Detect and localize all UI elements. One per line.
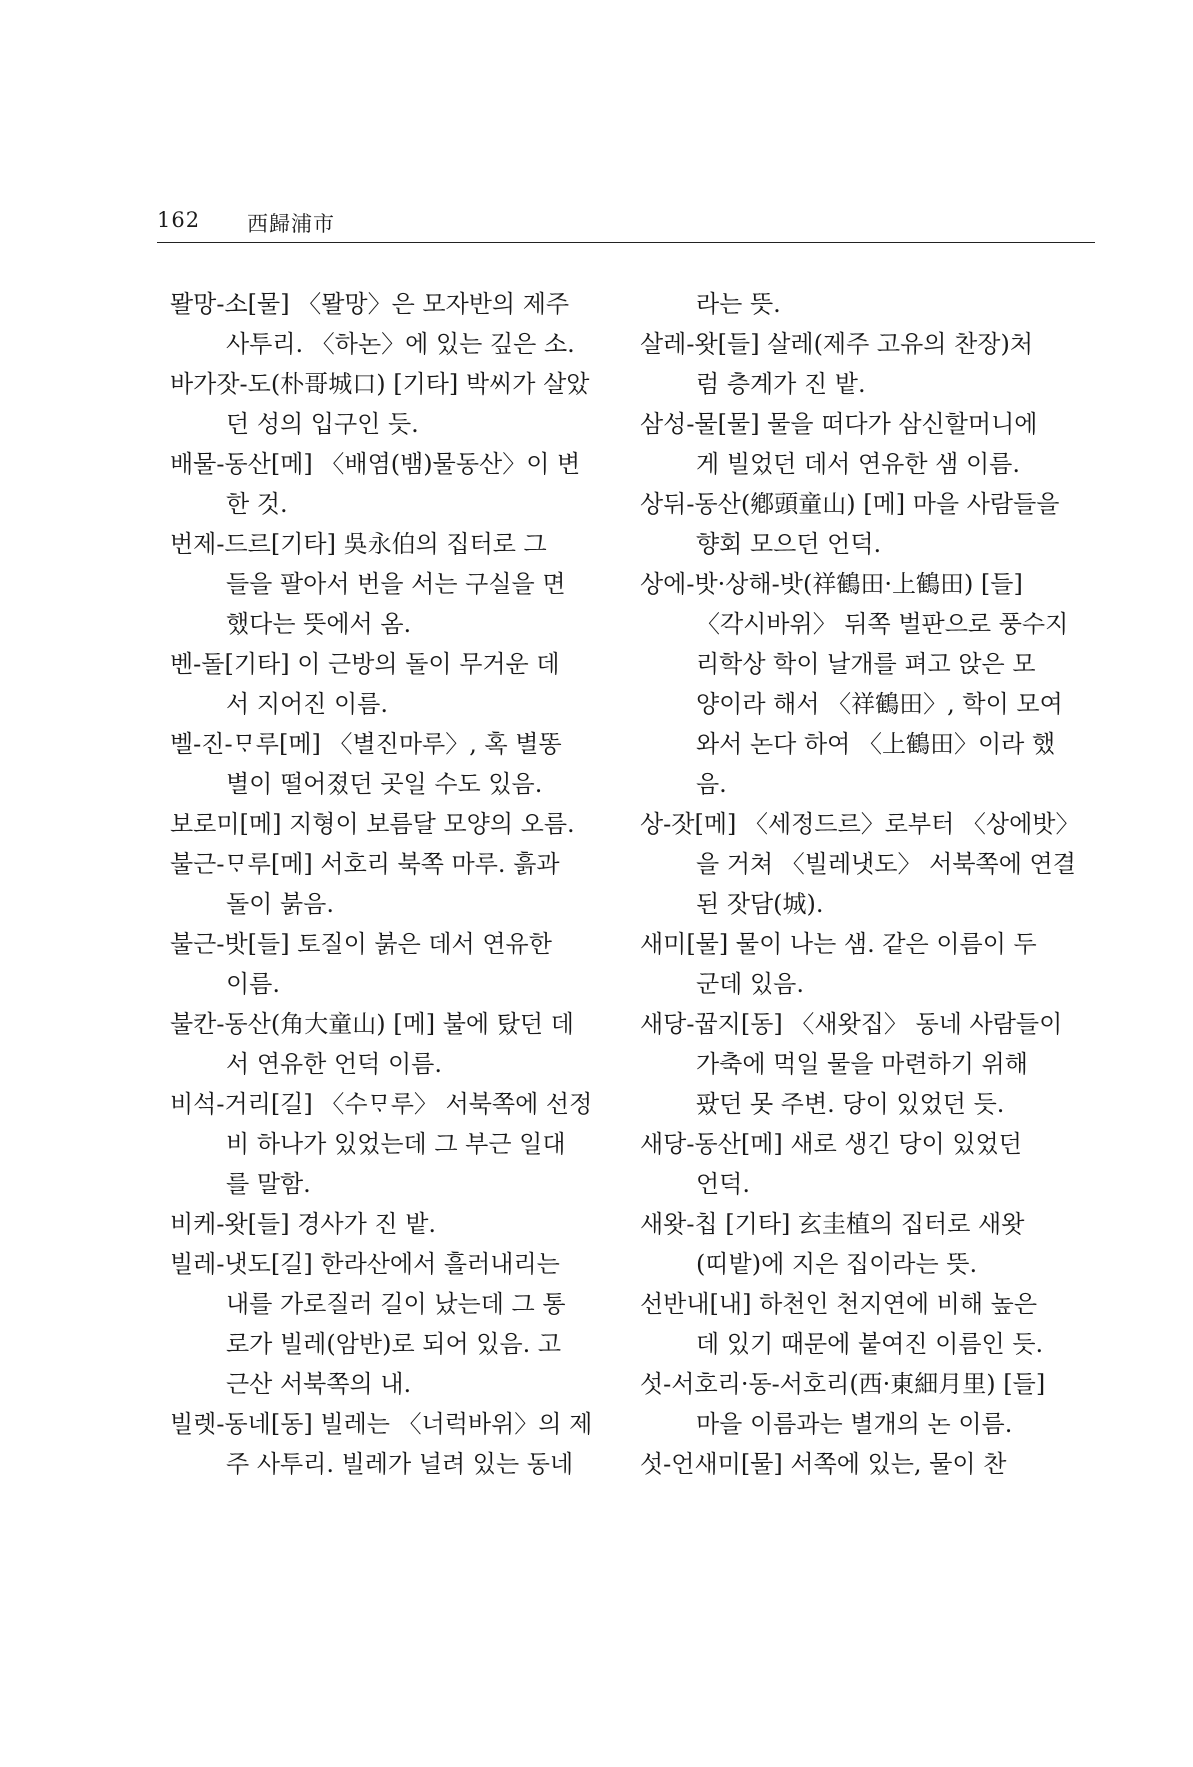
entry-headword-line: 빌레-냇도[길] 한라산에서 흘러내리는	[170, 1250, 560, 1278]
page-header	[157, 206, 1095, 242]
entry-continuation-line: 양이라 해서 〈祥鶴田〉, 학이 모여	[696, 690, 1063, 718]
entry-continuation-line: 된 잣담(城).	[696, 890, 824, 918]
entry-continuation-line: 게 빌었던 데서 연유한 샘 이름.	[696, 450, 1020, 478]
entry-headword-line: 상에-밧·상해-밧(祥鶴田·上鶴田) [들]	[640, 570, 1023, 598]
entry-continuation-line: 이름.	[226, 970, 280, 998]
entry-continuation-line: 을 거쳐 〈빌레냇도〉 서북쪽에 연결	[696, 850, 1076, 878]
entry-headword-line: 상뒤-동산(鄕頭童山) [메] 마을 사람들을	[640, 490, 1060, 518]
right-column	[640, 284, 1095, 1484]
entry-continuation-line: 가축에 먹일 물을 마련하기 위해	[696, 1050, 1028, 1078]
entry-continuation-line: 들을 팔아서 번을 서는 구실을 면	[226, 570, 566, 598]
entry-continuation-line: 별이 떨어졌던 곳일 수도 있음.	[226, 770, 543, 798]
entry-headword-line: 새당-꿉지[동] 〈새왓집〉 동네 사람들이	[640, 1010, 1063, 1038]
entry-continuation-line: 리학상 학이 날개를 펴고 앉은 모	[696, 650, 1036, 678]
entry-continuation-line: 돌이 붉음.	[226, 890, 334, 918]
entry-continuation-line: 내를 가로질러 길이 났는데 그 통	[226, 1290, 566, 1318]
entry-continuation-line: 군데 있음.	[696, 970, 804, 998]
entry-continuation-line: 향회 모으던 언덕.	[696, 530, 882, 558]
entry-headword-line: 불근-ᄆᆞ루[메] 서호리 북쪽 마루. 흙과	[170, 850, 560, 878]
page-number: 162	[157, 208, 201, 232]
entry-continuation-line: 주 사투리. 빌레가 널려 있는 동네	[226, 1450, 574, 1478]
entry-continuation-line: 럼 층계가 진 밭.	[696, 370, 866, 398]
entry-headword-line: 새왓-칩 [기타] 玄圭植의 집터로 새왓	[640, 1210, 1025, 1238]
left-column	[170, 284, 625, 1484]
entry-continuation-line: 서 연유한 언덕 이름.	[226, 1050, 442, 1078]
entry-continuation-line: 근산 서북쪽의 내.	[226, 1370, 412, 1398]
running-title: 西歸浦市	[247, 212, 335, 236]
entry-headword-line: 선반내[내] 하천인 천지연에 비해 높은	[640, 1290, 1038, 1318]
entry-continuation-line: 비 하나가 있었는데 그 부근 일대	[226, 1130, 566, 1158]
entry-continuation-line: 했다는 뜻에서 옴.	[226, 610, 412, 638]
entry-headword-line: 벤-돌[기타] 이 근방의 돌이 무거운 데	[170, 650, 560, 678]
entry-continuation-line: 언덕.	[696, 1170, 750, 1198]
entry-continuation-line: 팠던 못 주변. 당이 있었던 듯.	[696, 1090, 1005, 1118]
entry-headword-line: 뫌망-소[물] 〈뫌망〉은 모자반의 제주	[170, 290, 570, 318]
entry-headword-line: 상-잣[메] 〈세정드르〉로부터 〈상에밧〉	[640, 810, 1080, 838]
entry-headword-line: 비석-거리[길] 〈수ᄆᆞ루〉 서북쪽에 선정	[170, 1090, 593, 1118]
entry-headword-line: 새미[물] 물이 나는 샘. 같은 이름이 두	[640, 930, 1037, 958]
entry-continuation-line: 로가 빌레(암반)로 되어 있음. 고	[226, 1330, 562, 1358]
entry-headword-line: 배물-동산[메] 〈배염(뱀)물동산〉이 변	[170, 450, 581, 478]
entry-headword-line: 번제-드르[기타] 吳永伯의 집터로 그	[170, 530, 547, 558]
entry-headword-line: 바가잣-도(朴哥城口) [기타] 박씨가 살았	[170, 370, 590, 398]
entry-headword-line: 보로미[메] 지형이 보름달 모양의 오름.	[170, 810, 575, 838]
entry-headword-line: 불칸-동산(角大童山) [메] 불에 탔던 데	[170, 1010, 574, 1038]
entry-continuation-line: 마을 이름과는 별개의 논 이름.	[696, 1410, 1013, 1438]
entry-continuation-line: 한 것.	[226, 490, 288, 518]
entry-continuation-line: 와서 논다 하여 〈上鶴田〉이라 했	[696, 730, 1056, 758]
entry-headword-line: 살레-왓[들] 살레(제주 고유의 찬장)처	[640, 330, 1034, 358]
entry-headword-line: 삼성-물[물] 물을 떠다가 삼신할머니에	[640, 410, 1038, 438]
entry-headword-line: 불근-밧[들] 토질이 붉은 데서 연유한	[170, 930, 552, 958]
entry-continuation-line: 라는 뜻.	[696, 290, 781, 318]
entry-continuation-line: 를 말함.	[226, 1170, 311, 1198]
entry-continuation-line: 사투리. 〈하논〉에 있는 깊은 소.	[226, 330, 575, 358]
entry-continuation-line: 〈각시바위〉 뒤쪽 벌판으로 풍수지	[696, 610, 1069, 638]
entry-headword-line: 새당-동산[메] 새로 생긴 당이 있었던	[640, 1130, 1022, 1158]
entry-headword-line: 섯-언새미[물] 서쪽에 있는, 물이 찬	[640, 1450, 1007, 1478]
entry-headword-line: 벨-진-ᄆᆞ루[메] 〈별진마루〉, 혹 별똥	[170, 730, 562, 758]
entry-continuation-line: 서 지어진 이름.	[226, 690, 388, 718]
header-rule	[157, 242, 1095, 243]
entry-continuation-line: 던 성의 입구인 듯.	[226, 410, 419, 438]
entry-continuation-line: (띠밭)에 지은 집이라는 뜻.	[696, 1250, 978, 1278]
entry-headword-line: 빌렛-동네[동] 빌레는 〈너럭바위〉의 제	[170, 1410, 593, 1438]
entry-headword-line: 비케-왓[들] 경사가 진 밭.	[170, 1210, 437, 1238]
entry-continuation-line: 음.	[696, 770, 727, 798]
entry-headword-line: 섯-서호리·동-서호리(西·東細月里) [들]	[640, 1370, 1046, 1398]
entry-continuation-line: 데 있기 때문에 붙여진 이름인 듯.	[696, 1330, 1044, 1358]
